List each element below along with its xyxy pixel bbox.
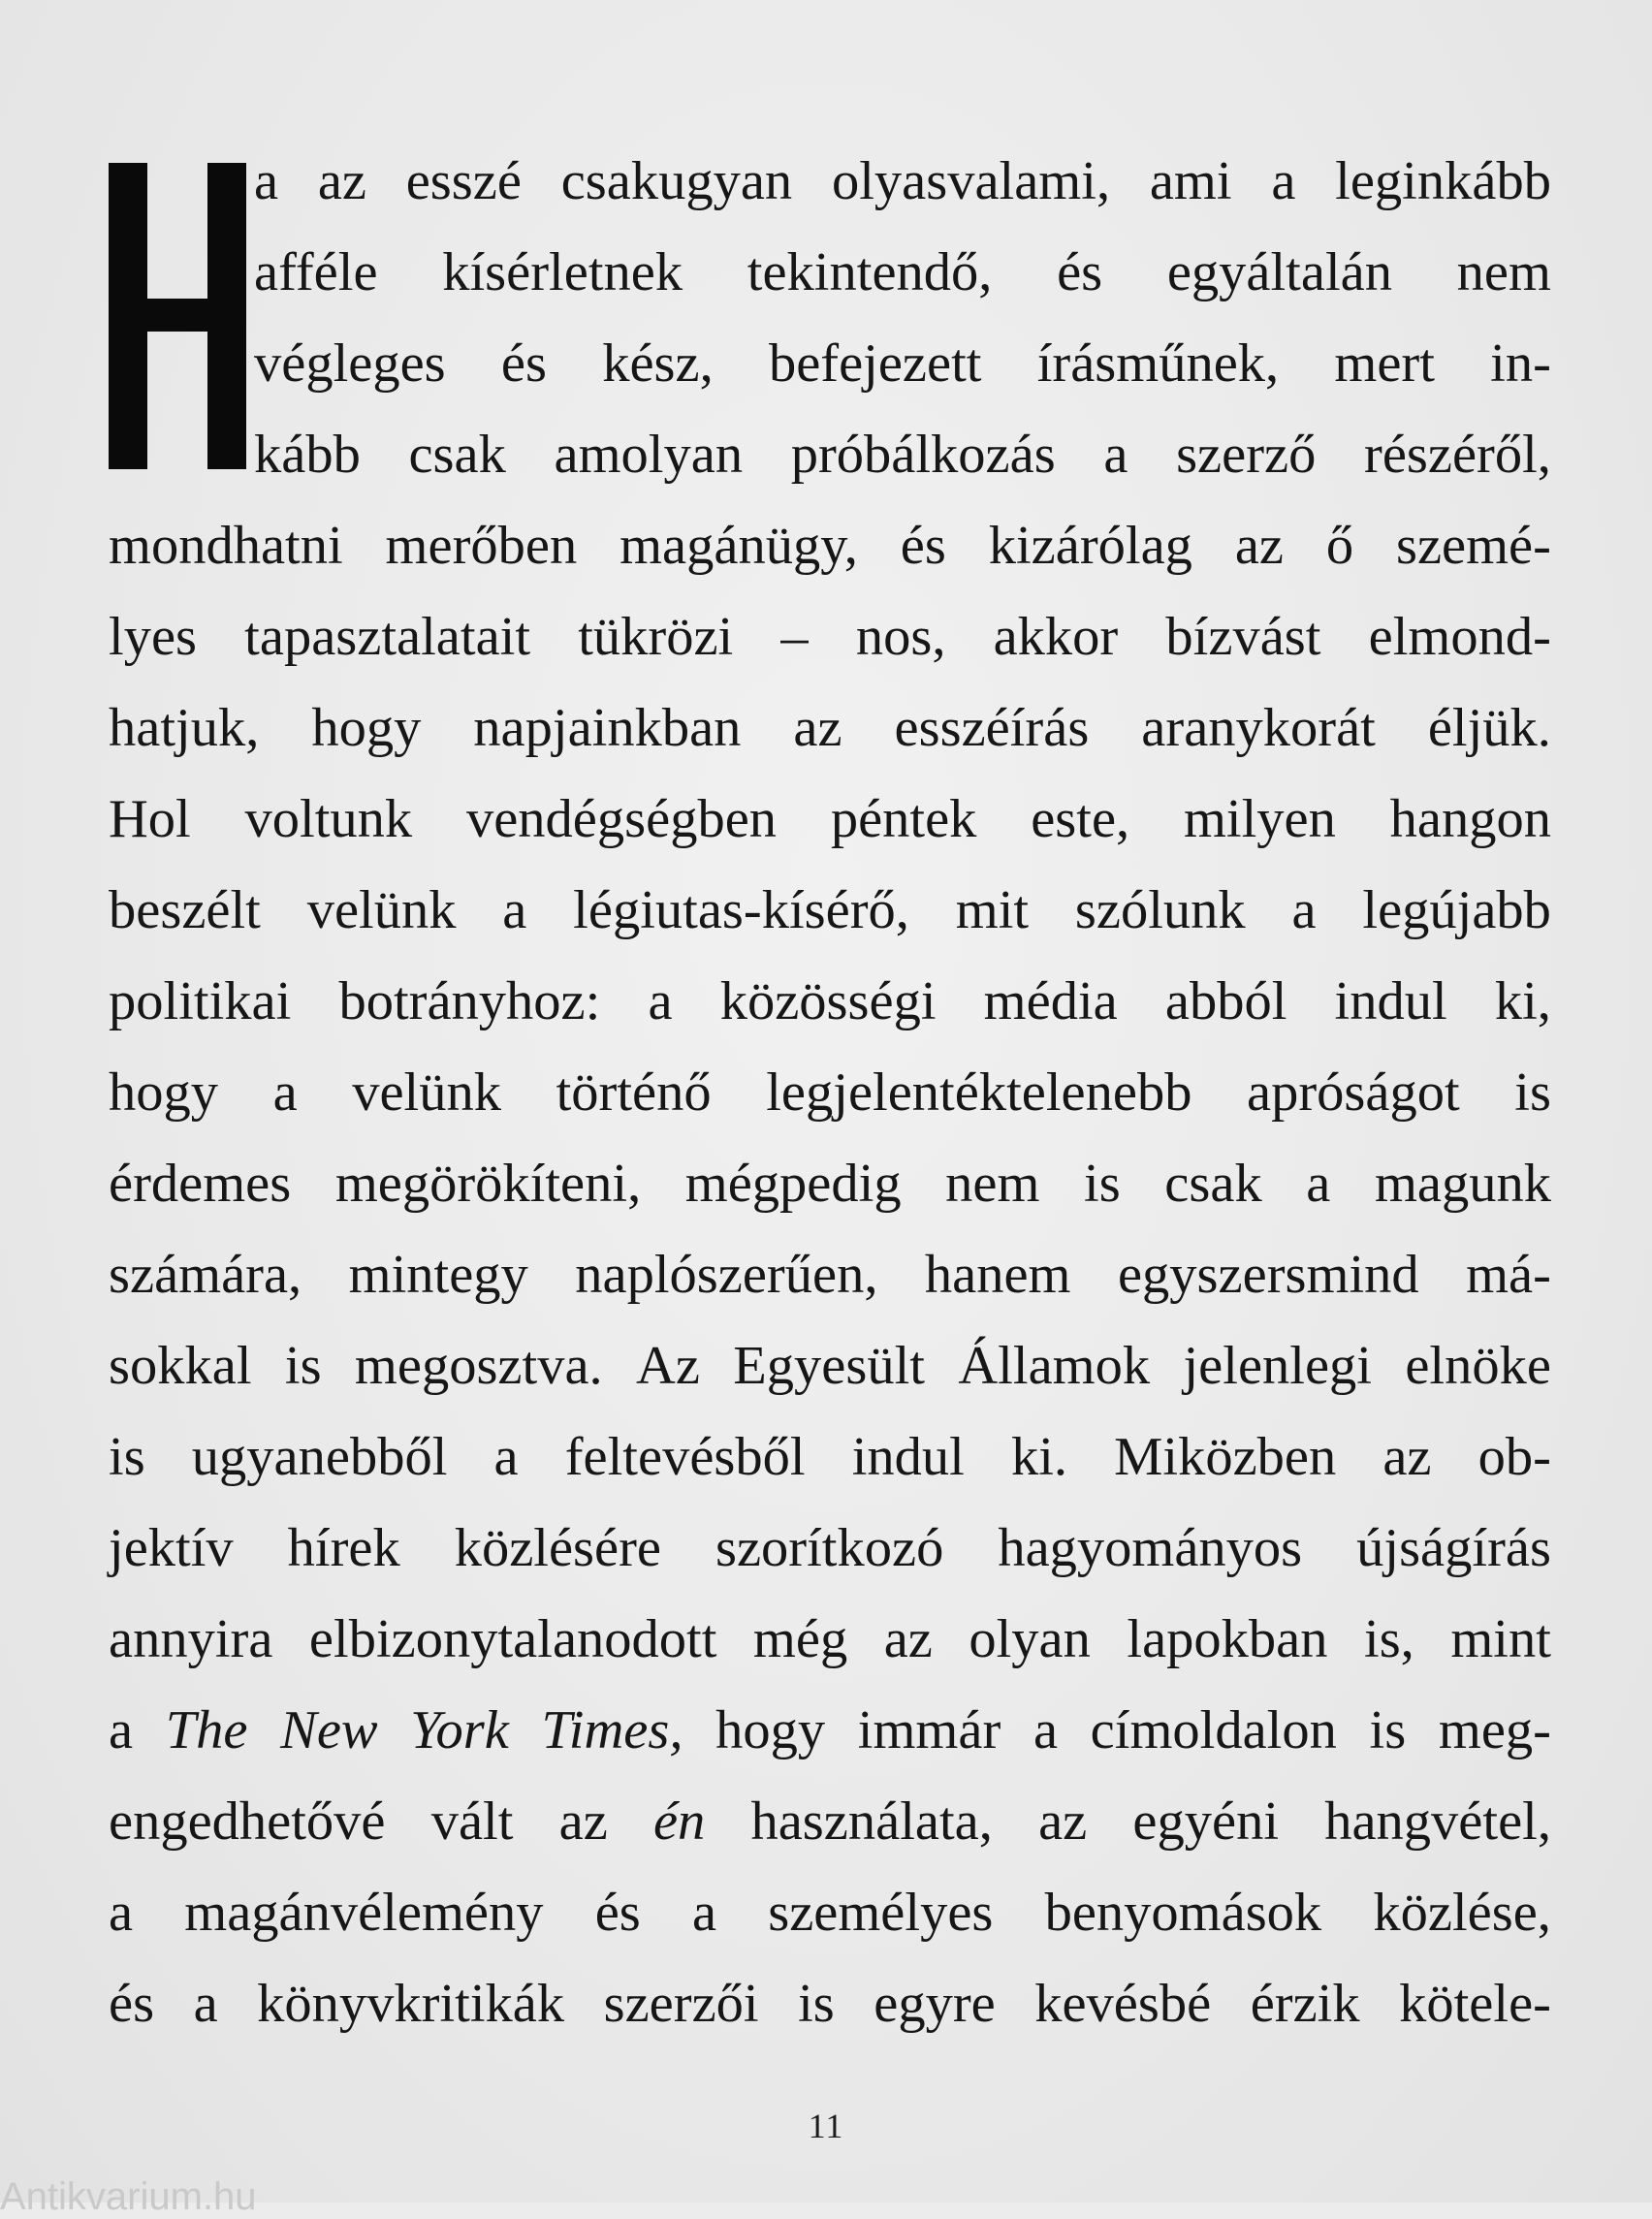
word: a	[254, 151, 279, 211]
word: a	[1103, 425, 1128, 485]
word: csak	[408, 425, 506, 485]
text-line	[109, 500, 1551, 591]
word: tapasztalatait	[244, 607, 531, 667]
word: olyan	[969, 1609, 1091, 1669]
watermark: Antikvarium.hu	[0, 2175, 257, 2218]
word: a	[691, 1883, 717, 1943]
word: a	[1032, 1700, 1059, 1760]
word: jelenlegi	[1183, 1336, 1372, 1396]
word: milyen	[1183, 789, 1336, 849]
word: szólunk	[1074, 880, 1246, 940]
word: próbálkozás	[790, 425, 1056, 485]
word: a	[272, 1062, 298, 1123]
word: megörökíteni,	[334, 1154, 642, 1214]
text-line	[109, 1411, 1551, 1503]
text-line	[109, 1594, 1551, 1685]
word: tükrözi	[578, 607, 734, 667]
word: az	[1234, 516, 1284, 576]
word: megosztva.	[354, 1336, 603, 1396]
word: újságírás	[1356, 1518, 1551, 1578]
word: légiutas-kísérő,	[573, 880, 909, 940]
word: szerzői	[603, 1974, 759, 2034]
word: afféle	[254, 242, 378, 302]
word: New	[280, 1700, 378, 1760]
word: közlése,	[1373, 1883, 1551, 1943]
word: csak	[1164, 1154, 1262, 1214]
word: mégpedig	[684, 1154, 902, 1214]
word: a	[1271, 151, 1296, 211]
word: mondhatni	[109, 516, 343, 576]
text-line	[254, 136, 1551, 227]
text-line	[109, 1685, 1551, 1776]
text-line	[109, 682, 1551, 774]
word: este,	[1031, 789, 1130, 849]
word: az	[558, 1791, 608, 1852]
word: érdemes	[109, 1154, 292, 1214]
text-line	[109, 1958, 1551, 2049]
word: is	[109, 1427, 145, 1487]
word: péntek	[830, 789, 977, 849]
word: történő	[556, 1062, 712, 1123]
word: vált	[430, 1791, 514, 1852]
word: aranykorát	[1141, 698, 1376, 758]
word: könyvkritikák	[257, 1974, 565, 2034]
word: feltevésből	[564, 1427, 806, 1487]
text-line	[254, 318, 1551, 409]
word: Egyesült	[733, 1336, 926, 1396]
word: hangon	[1389, 789, 1551, 849]
word: abból	[1164, 971, 1287, 1031]
word: az	[1038, 1791, 1088, 1852]
word: leginkább	[1335, 151, 1551, 211]
word: és	[500, 333, 547, 394]
word: az	[793, 698, 842, 758]
word: velünk	[306, 880, 457, 940]
word: hangvétel,	[1324, 1791, 1551, 1852]
word: The	[165, 1700, 248, 1760]
word: én	[652, 1791, 706, 1852]
word: napjainkban	[473, 698, 742, 758]
text-line	[254, 409, 1551, 500]
word: és	[1057, 242, 1103, 302]
text-line	[109, 1047, 1551, 1138]
word: voltunk	[244, 789, 413, 849]
word: tekintendő,	[747, 242, 993, 302]
text-line	[109, 956, 1551, 1047]
word: hírek	[287, 1518, 400, 1578]
word: ami	[1149, 151, 1232, 211]
word: elnöke	[1405, 1336, 1551, 1396]
word: az	[317, 151, 366, 211]
word: is	[1084, 1154, 1121, 1214]
word: a	[109, 1700, 134, 1760]
word: és	[900, 516, 946, 576]
word: lyes	[109, 607, 198, 667]
word: indul	[1334, 971, 1447, 1031]
word: az	[883, 1609, 933, 1669]
word: a	[502, 880, 527, 940]
word: kötele-	[1399, 1974, 1551, 2034]
word: Miközben	[1114, 1427, 1337, 1487]
word: közlésére	[454, 1518, 662, 1578]
word: sokkal	[109, 1336, 252, 1396]
word: Az	[636, 1336, 700, 1396]
word: beszélt	[109, 880, 261, 940]
word: legjelentéktelenebb	[766, 1062, 1192, 1123]
word: hogy	[715, 1700, 826, 1760]
word: szorítkozó	[715, 1518, 944, 1578]
word: címoldalon	[1090, 1700, 1337, 1760]
word: használata,	[750, 1791, 993, 1852]
word: egyáltalán	[1166, 242, 1392, 302]
word: Államok	[958, 1336, 1151, 1396]
word: magunk	[1374, 1154, 1551, 1214]
word: ugyanebből	[191, 1427, 448, 1487]
word: hogy	[311, 698, 422, 758]
word: végleges	[254, 333, 446, 394]
word: hagyományos	[998, 1518, 1303, 1578]
word: akkor	[993, 607, 1119, 667]
text-line	[109, 1776, 1551, 1867]
word: York	[410, 1700, 509, 1760]
word: esszéírás	[894, 698, 1090, 758]
word: annyira	[109, 1609, 273, 1669]
word: csakugyan	[560, 151, 793, 211]
word: engedhetővé	[109, 1791, 386, 1852]
word: mint	[1450, 1609, 1551, 1669]
word: kevésbé	[1034, 1974, 1212, 2034]
word: egyéni	[1132, 1791, 1280, 1852]
word: kísérletnek	[442, 242, 683, 302]
word: in-	[1490, 333, 1551, 394]
word: apróságot	[1247, 1062, 1460, 1123]
word: befejezett	[768, 333, 982, 394]
word: politikai	[109, 971, 292, 1031]
text-line	[254, 227, 1551, 318]
word: magánvélemény	[184, 1883, 544, 1943]
word: és	[594, 1883, 641, 1943]
text-line	[109, 1503, 1551, 1594]
word: ő	[1325, 516, 1354, 576]
text-line	[109, 1138, 1551, 1229]
word: botrányhoz:	[338, 971, 601, 1031]
word: számára,	[109, 1245, 302, 1305]
word: média	[983, 971, 1118, 1031]
word: személyes	[768, 1883, 994, 1943]
word: szerző	[1176, 425, 1317, 485]
body-text	[109, 136, 1551, 2049]
word: éljük.	[1427, 698, 1551, 758]
word: mert	[1334, 333, 1435, 394]
word: magánügy,	[620, 516, 858, 576]
word: esszé	[405, 151, 522, 211]
word: érzik	[1250, 1974, 1360, 2034]
text-line	[109, 865, 1551, 956]
word: a	[493, 1427, 519, 1487]
word: Times,	[541, 1700, 683, 1760]
text-line	[109, 1320, 1551, 1411]
word: hatjuk,	[109, 698, 260, 758]
word: jektív	[109, 1518, 234, 1578]
word: is	[798, 1974, 835, 2034]
word: indul	[851, 1427, 965, 1487]
text-line	[109, 591, 1551, 682]
word: is	[1514, 1062, 1551, 1123]
word: és	[109, 1974, 155, 2034]
word: a	[1291, 880, 1317, 940]
word: az	[1382, 1427, 1432, 1487]
word: bízvást	[1165, 607, 1321, 667]
word: ki.	[1010, 1427, 1068, 1487]
word: olyasvalami,	[831, 151, 1111, 211]
word: részéről,	[1364, 425, 1551, 485]
word: is	[284, 1336, 322, 1396]
word: immár	[857, 1700, 1001, 1760]
word: amolyan	[554, 425, 744, 485]
word: lapokban	[1127, 1609, 1328, 1669]
text-line	[109, 1867, 1551, 1958]
word: is,	[1364, 1609, 1414, 1669]
word: vendégségben	[465, 789, 778, 849]
word: –	[780, 607, 809, 667]
word: ki,	[1494, 971, 1551, 1031]
word: egyre	[874, 1974, 996, 2034]
word: kizárólag	[988, 516, 1192, 576]
word: kább	[254, 425, 361, 485]
word: elbizonytalanodott	[308, 1609, 717, 1669]
word: meg-	[1438, 1700, 1551, 1760]
word: a	[109, 1883, 134, 1943]
text-line	[109, 774, 1551, 865]
word: kész,	[602, 333, 714, 394]
word: még	[752, 1609, 848, 1669]
word: legújabb	[1362, 880, 1551, 940]
word: írásműnek,	[1036, 333, 1280, 394]
word: szemé-	[1395, 516, 1551, 576]
word: Hol	[109, 789, 191, 849]
word: hanem	[924, 1245, 1071, 1305]
word: a	[1306, 1154, 1331, 1214]
word: nem	[1456, 242, 1551, 302]
word: velünk	[352, 1062, 502, 1123]
text-line	[109, 1229, 1551, 1320]
word: a	[648, 971, 673, 1031]
word: a	[193, 1974, 218, 2034]
word: naplószerűen,	[575, 1245, 878, 1305]
page-number: 11	[808, 2107, 844, 2145]
word: mintegy	[348, 1245, 528, 1305]
word: nos,	[855, 607, 946, 667]
word: közösségi	[719, 971, 937, 1031]
word: mit	[955, 880, 1030, 940]
word: benyomások	[1044, 1883, 1322, 1943]
word: merőben	[385, 516, 578, 576]
word: egyszersmind	[1117, 1245, 1419, 1305]
word: ob-	[1477, 1427, 1551, 1487]
word: elmond-	[1368, 607, 1551, 667]
word: hogy	[109, 1062, 218, 1123]
word: nem	[945, 1154, 1040, 1214]
word: má-	[1466, 1245, 1551, 1305]
word: is	[1369, 1700, 1407, 1760]
